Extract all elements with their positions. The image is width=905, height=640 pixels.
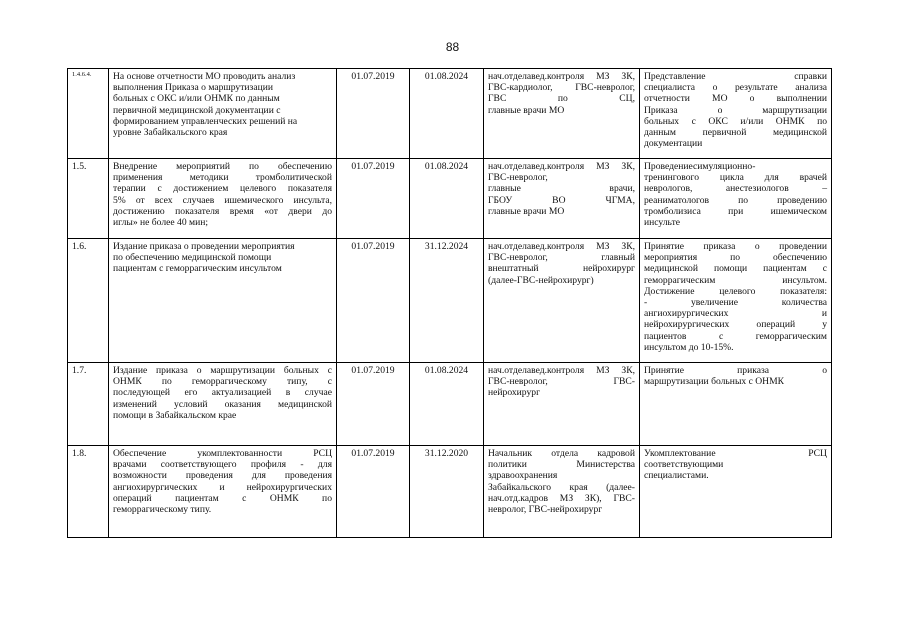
- end-date: 01.08.2024: [410, 159, 484, 239]
- event-line: операций пациентам с ОНМК по: [113, 492, 332, 504]
- event-line: уровне Забайкальского края: [113, 127, 228, 139]
- event-line: 5% от всех случаев ишемического инсульта,: [113, 194, 332, 206]
- item-number: 1.7.: [68, 363, 109, 446]
- responsible-line: нач.отделавед.контроля МЗ ЗК,: [488, 71, 635, 82]
- result-line: нейрохирургических операций у: [644, 319, 827, 331]
- responsible-line: нейрохирург: [488, 387, 541, 399]
- result-line: документации: [644, 138, 703, 150]
- responsible-line: нач.отделавед.контроля МЗ ЗК,: [488, 365, 635, 376]
- expected-result: [640, 363, 832, 446]
- event-line: выполнения Приказа о маршрутизации: [113, 82, 274, 94]
- responsible-line: (далее-ГВС-нейрохирург): [488, 274, 594, 286]
- event-line: помощи в Забайкальском крае: [113, 409, 237, 421]
- responsible-line: главные врачи МО: [488, 205, 565, 217]
- responsible-line: политики Министерства: [488, 459, 635, 471]
- result-line: медицинской помощи пациентам с: [644, 263, 827, 275]
- result-line: инсультом до 10-15%.: [644, 341, 734, 353]
- event-line: геморрагическому типу.: [113, 504, 212, 516]
- start-date: 01.07.2019: [337, 446, 410, 538]
- end-date: 31.12.2020: [410, 446, 484, 538]
- responsible-line: ГВС-невролог,: [488, 172, 548, 184]
- result-line: специалиста о результате анализа: [644, 82, 827, 94]
- responsible-line: ГВС-кардиолог, ГВС-невролог,: [488, 82, 635, 94]
- end-date: 31.12.2024: [410, 239, 484, 363]
- responsible-line: главные врачи,: [488, 183, 635, 195]
- responsible-persons: [484, 446, 640, 538]
- result-line: больных с ОКС и/или ОНМК по: [644, 115, 827, 127]
- event-line: Внедрение мероприятий по обеспечению: [113, 161, 332, 172]
- result-line: специалистами.: [644, 470, 709, 482]
- responsible-line: Забайкальского края (далее-: [488, 481, 635, 493]
- event-line: Издание приказа о проведении мероприятия: [113, 241, 295, 252]
- event-line: Издание приказа о маршрутизации больных с: [113, 365, 332, 376]
- responsible-line: ГВС-невролог, главный: [488, 252, 635, 264]
- event-line: возможности проведения для проведения: [113, 470, 332, 482]
- event-description: [109, 363, 337, 446]
- result-line: неврологов, анестезиологов –: [644, 183, 827, 195]
- event-line: больных с ОКС и/или ОНМК по данным: [113, 93, 280, 105]
- event-line: На основе отчетности МО проводить анализ: [113, 71, 296, 82]
- responsible-line: внештатный нейрохирург: [488, 263, 635, 275]
- result-line: Принятие приказа о: [644, 365, 827, 376]
- page-number: 88: [445, 40, 460, 54]
- table-row: [68, 69, 832, 159]
- responsible-line: здравоохранения: [488, 470, 558, 482]
- expected-result: [640, 159, 832, 239]
- plan-table: [67, 68, 832, 538]
- responsible-line: ГВС-невролог, ГВС-: [488, 376, 635, 388]
- item-number: 1.5.: [68, 159, 109, 239]
- event-line: врачами соответствующего профиля - для: [113, 459, 332, 471]
- event-line: первичной медицинской документации с: [113, 104, 281, 116]
- responsible-line: ГБОУ ВО ЧГМА,: [488, 194, 635, 206]
- start-date: 01.07.2019: [337, 363, 410, 446]
- event-description: [109, 159, 337, 239]
- responsible-persons: [484, 69, 640, 159]
- item-number: 1.6.: [68, 239, 109, 363]
- result-line: данным первичной медицинской: [644, 127, 827, 139]
- event-line: по обеспечению медицинской помощи: [113, 252, 272, 264]
- result-line: Принятие приказа о проведении: [644, 241, 827, 252]
- item-number: 1.8.: [68, 446, 109, 538]
- responsible-line: главные врачи МО: [488, 104, 565, 116]
- result-line: Представление справки: [644, 71, 827, 82]
- result-line: - увеличение количества: [644, 297, 827, 309]
- responsible-line: Начальник отдела кадровой: [488, 448, 635, 459]
- result-line: тромболизиса при ишемическом: [644, 205, 827, 217]
- start-date: 01.07.2019: [337, 239, 410, 363]
- responsible-line: нач.отделавед.контроля МЗ ЗК,: [488, 161, 635, 172]
- event-line: последующей его актуализацией в случае: [113, 387, 332, 399]
- event-line: изменений условий оказания медицинской: [113, 398, 332, 410]
- table-row: [68, 239, 832, 363]
- event-line: ОНМК по геморрагическому типу, с: [113, 376, 332, 388]
- expected-result: [640, 446, 832, 538]
- responsible-persons: [484, 159, 640, 239]
- table-row: [68, 363, 832, 446]
- event-line: достижению показателя время «от двери до: [113, 205, 332, 217]
- event-description: [109, 69, 337, 159]
- event-line: иглы» не более 40 мин;: [113, 217, 209, 229]
- event-description: [109, 446, 337, 538]
- end-date: 01.08.2024: [410, 69, 484, 159]
- result-line: Проведениесимуляционно-: [644, 161, 756, 172]
- event-description: [109, 239, 337, 363]
- event-line: применения методики тромболитической: [113, 172, 332, 184]
- result-line: Приказа о маршрутизации: [644, 104, 827, 116]
- event-line: пациентам с геморрагическим инсультом: [113, 263, 282, 275]
- result-line: маршрутизации больных с ОНМК: [644, 376, 785, 388]
- responsible-line: ГВС по СЦ,: [488, 93, 635, 105]
- result-line: геморрагическим инсультом.: [644, 274, 827, 286]
- start-date: 01.07.2019: [337, 69, 410, 159]
- result-line: отчетности МО о выполнении: [644, 93, 827, 105]
- result-line: тренингового цикла для врачей: [644, 172, 827, 184]
- start-date: 01.07.2019: [337, 159, 410, 239]
- table-row: [68, 159, 832, 239]
- table-row: [68, 446, 832, 538]
- event-line: Обеспечение укомплектованности РСЦ: [113, 448, 332, 459]
- expected-result: [640, 239, 832, 363]
- result-line: инсульте: [644, 217, 681, 229]
- responsible-persons: [484, 363, 640, 446]
- result-line: пациентов с геморрагическим: [644, 330, 827, 342]
- responsible-line: нач.отделавед.контроля МЗ ЗК,: [488, 241, 635, 252]
- result-line: реаниматологов по проведению: [644, 194, 827, 206]
- responsible-persons: [484, 239, 640, 363]
- result-line: Укомплектование РСЦ: [644, 448, 827, 459]
- responsible-line: невролог, ГВС-нейрохирург: [488, 504, 603, 516]
- expected-result: [640, 69, 832, 159]
- event-line: ангиохирургических и нейрохирургических: [113, 481, 332, 493]
- responsible-line: нач.отд.кадров МЗ ЗК), ГВС-: [488, 492, 635, 504]
- end-date: 01.08.2024: [410, 363, 484, 446]
- result-line: соответствующими: [644, 459, 724, 471]
- item-number: 1.4.6.4.: [68, 69, 109, 159]
- event-line: терапии с достижением целевого показателя: [113, 183, 332, 195]
- result-line: Достижение целевого показателя:: [644, 285, 827, 297]
- result-line: мероприятия по обеспечению: [644, 252, 827, 264]
- result-line: ангиохирургических и: [644, 308, 827, 320]
- event-line: формированием управленческих решений на: [113, 115, 298, 127]
